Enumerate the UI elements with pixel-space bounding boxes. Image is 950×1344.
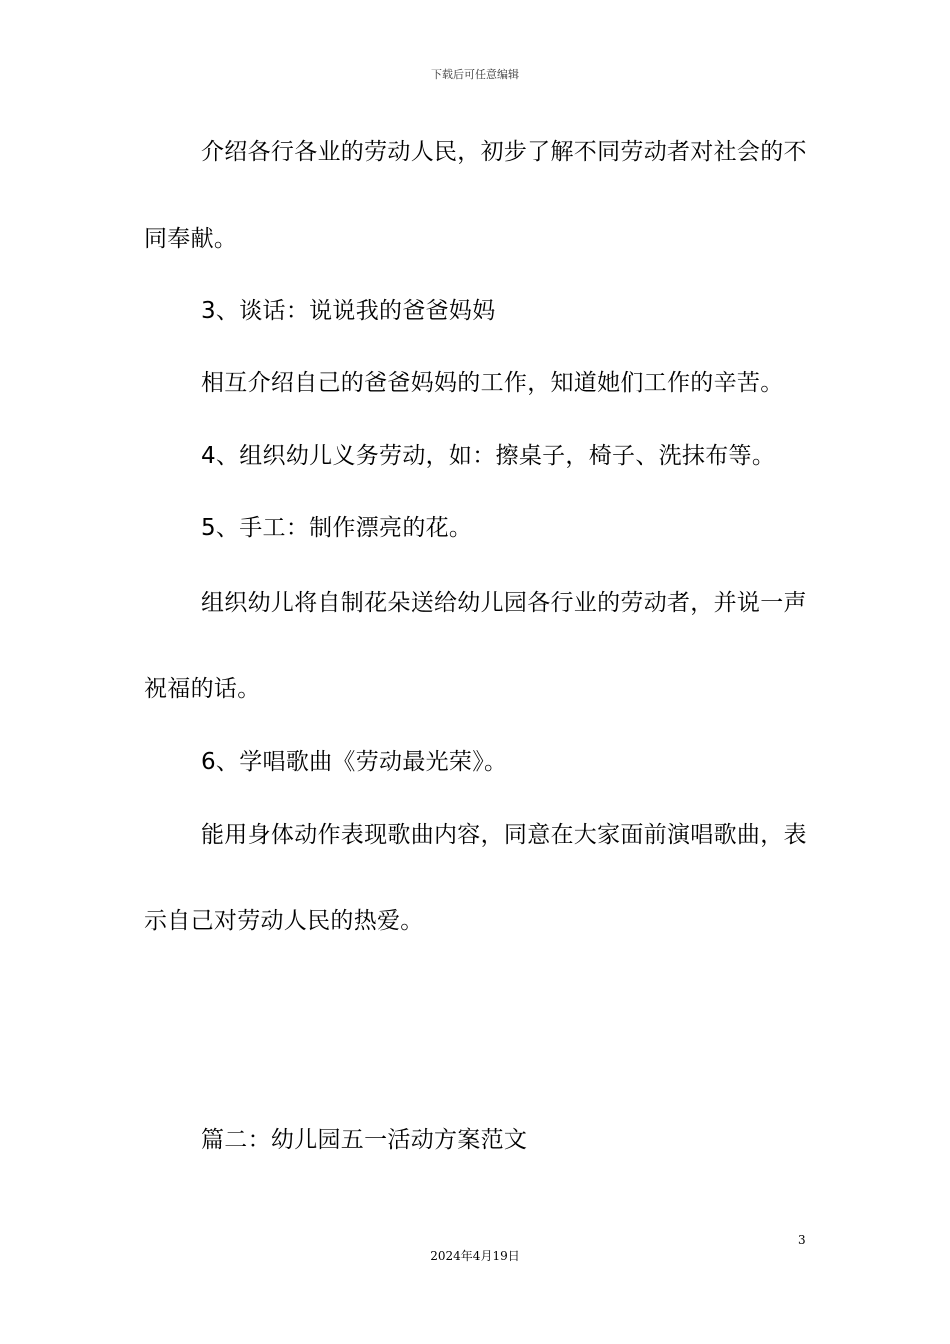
page-number: 3 [798,1233,806,1247]
paragraph-line: 相互介绍自己的爸爸妈妈的工作，知道她们工作的辛苦。 [201,370,784,396]
paragraph-line: 示自己对劳动人民的热爱。 [144,908,424,934]
list-item-talk: 3、谈话：说说我的爸爸妈妈 [201,298,496,324]
list-item-handcraft: 5、手工：制作漂亮的花。 [201,515,473,541]
list-item-song: 6、学唱歌曲《劳动最光荣》。 [201,749,508,775]
paragraph-line: 组织幼儿将自制花朵送给幼儿园各行业的劳动者，并说一声 [201,590,807,616]
paragraph-line: 能用身体动作表现歌曲内容，同意在大家面前演唱歌曲，表 [201,822,807,848]
section-heading: 篇二：幼儿园五一活动方案范文 [201,1127,528,1153]
paragraph-line: 介绍各行各业的劳动人民，初步了解不同劳动者对社会的不 [201,139,807,165]
page-header: 下载后可任意编辑 [431,68,519,81]
footer-date: 2024年4月19日 [430,1249,520,1263]
list-item-labor: 4、组织幼儿义务劳动，如：擦桌子，椅子、洗抹布等。 [201,443,776,469]
paragraph-line: 祝福的话。 [144,676,261,702]
paragraph-line: 同奉献。 [144,226,238,252]
